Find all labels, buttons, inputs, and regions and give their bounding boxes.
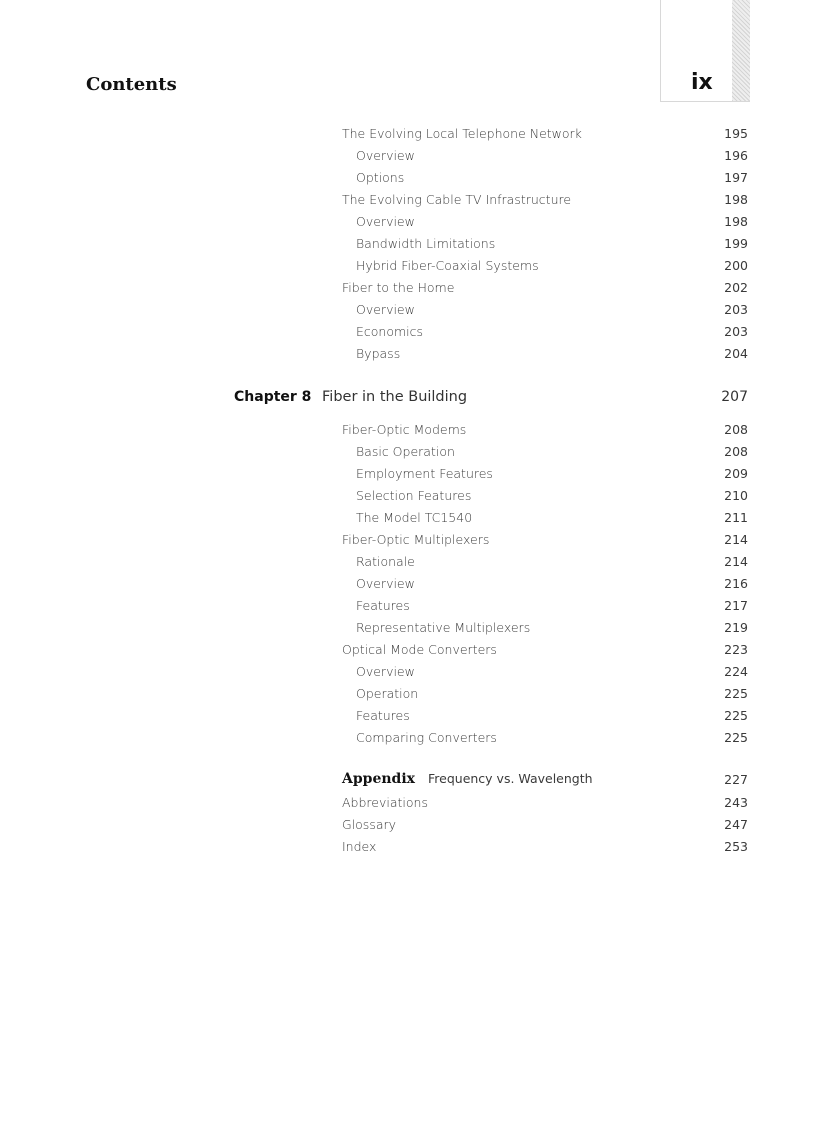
toc-entry[interactable]: Options: [356, 170, 405, 185]
toc-page-number: 203: [724, 302, 748, 317]
toc-page-number: 210: [724, 488, 748, 503]
toc-entry[interactable]: Operation: [356, 686, 419, 701]
toc-page-number: 219: [724, 620, 748, 635]
toc-page-number: 200: [724, 258, 748, 273]
toc-page-number: 197: [724, 170, 748, 185]
toc-page-number: 223: [724, 642, 748, 657]
toc-entry[interactable]: Hybrid Fiber-Coaxial Systems: [356, 258, 539, 273]
toc-entry[interactable]: Overview: [356, 302, 415, 317]
page-number: ix: [691, 70, 713, 95]
toc-entry[interactable]: Comparing Converters: [356, 730, 497, 745]
toc-entry[interactable]: Overview: [356, 214, 415, 229]
toc-entry[interactable]: Abbreviations: [342, 795, 428, 810]
toc-page-number: 227: [724, 772, 748, 787]
toc-page-number: 217: [724, 598, 748, 613]
toc-page-number: 225: [724, 686, 748, 701]
toc-page-number: 202: [724, 280, 748, 295]
toc-page-number: 196: [724, 148, 748, 163]
toc-entry[interactable]: Fiber to the Home: [342, 280, 455, 295]
toc-page-number: 253: [724, 839, 748, 854]
toc-page-number: 195: [724, 126, 748, 141]
toc-entry[interactable]: Selection Features: [356, 488, 472, 503]
toc-page-number: 199: [724, 236, 748, 251]
toc-page-number: 243: [724, 795, 748, 810]
toc-entry[interactable]: Representative Multiplexers: [356, 620, 531, 635]
toc-entry[interactable]: Optical Mode Converters: [342, 642, 497, 657]
toc-entry[interactable]: The Evolving Cable TV Infrastructure: [342, 192, 572, 207]
folio-stripe-decoration: [732, 0, 750, 101]
toc-entry[interactable]: Bypass: [356, 346, 401, 361]
chapter-page-number: 207: [721, 389, 748, 405]
toc-entry[interactable]: Overview: [356, 576, 415, 591]
toc-page-number: 209: [724, 466, 748, 481]
toc-entry[interactable]: Rationale: [356, 554, 415, 569]
folio-tab: [660, 0, 750, 102]
toc-entry[interactable]: Overview: [356, 148, 415, 163]
toc-page-number: 247: [724, 817, 748, 832]
toc-page-number: 225: [724, 708, 748, 723]
toc-page-number: 211: [724, 510, 748, 525]
toc-entry[interactable]: Employment Features: [356, 466, 493, 481]
toc-entry[interactable]: Bandwidth Limitations: [356, 236, 496, 251]
appendix-label: Appendix: [342, 771, 415, 787]
toc-page-number: 214: [724, 532, 748, 547]
toc-page-number: 208: [724, 444, 748, 459]
toc-entry[interactable]: Features: [356, 598, 410, 613]
appendix-title[interactable]: Frequency vs. Wavelength: [428, 771, 593, 786]
toc-entry[interactable]: Glossary: [342, 817, 397, 832]
toc-page-number: 204: [724, 346, 748, 361]
chapter-label: Chapter 8: [234, 389, 312, 405]
page-header-title: Contents: [86, 74, 177, 95]
toc-page-number: 203: [724, 324, 748, 339]
toc-entry[interactable]: Fiber-Optic Multiplexers: [342, 532, 490, 547]
toc-page-number: 216: [724, 576, 748, 591]
toc-page-number: 224: [724, 664, 748, 679]
toc-entry[interactable]: Basic Operation: [356, 444, 455, 459]
toc-entry[interactable]: Features: [356, 708, 410, 723]
toc-entry[interactable]: Fiber-Optic Modems: [342, 422, 467, 437]
toc-page-number: 208: [724, 422, 748, 437]
toc-page-number: 225: [724, 730, 748, 745]
chapter-title[interactable]: Fiber in the Building: [322, 389, 468, 405]
toc-page-number: 198: [724, 192, 748, 207]
toc-page-number: 198: [724, 214, 748, 229]
toc-entry[interactable]: The Model TC1540: [356, 510, 473, 525]
toc-entry[interactable]: Economics: [356, 324, 424, 339]
toc-page-number: 214: [724, 554, 748, 569]
toc-entry[interactable]: Overview: [356, 664, 415, 679]
toc-entry[interactable]: The Evolving Local Telephone Network: [342, 126, 582, 141]
toc-entry[interactable]: Index: [342, 839, 377, 854]
